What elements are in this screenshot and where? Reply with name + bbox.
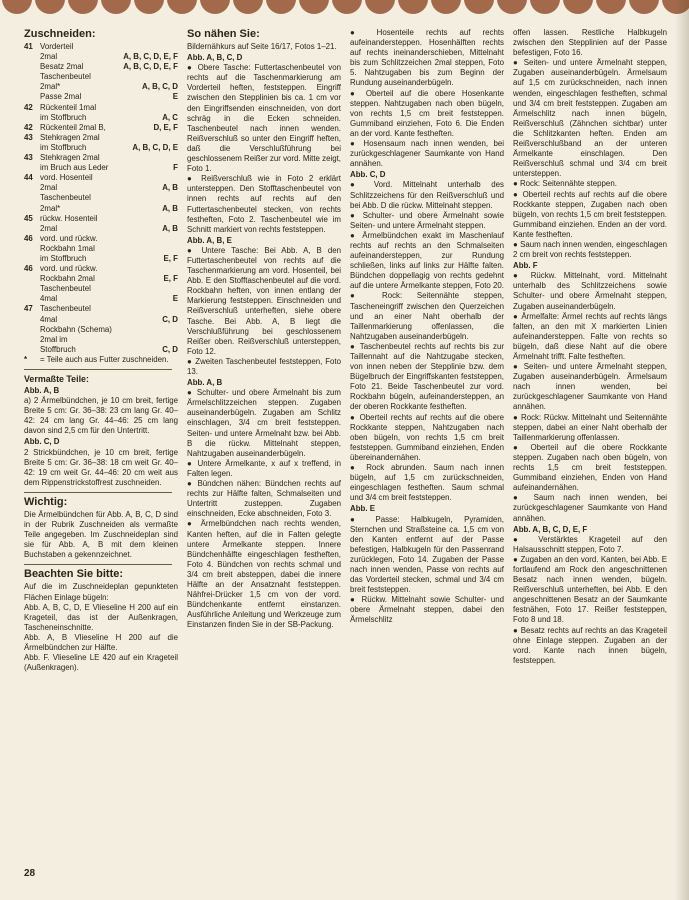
paragraph: ● Seiten- und untere Ärmelnaht steppen, Zugaben auseinanderbügeln. Ärmelsaum nach innen wenden, bei zurückgeschlagener Saumkante von Hand annähen. <box>513 362 667 412</box>
cut-list-item <box>24 72 178 82</box>
cut-list-item <box>24 254 178 264</box>
cut-list-item <box>24 244 178 254</box>
cut-list-item <box>24 335 178 345</box>
cut-item-text: Stehkragen 2mal <box>40 132 100 142</box>
paragraph: ● Rock abrunden. Saum nach innen bügeln, auf 1,5 cm zurückschneiden, eingeschlagen festheften. Saum schmal und 3/4 cm breit feststeppen. <box>350 463 504 503</box>
sewing-heading: So nähen Sie: <box>187 28 260 40</box>
decorative-dot <box>365 0 395 14</box>
cut-item-number: 45 <box>24 213 33 223</box>
paragraph: 2 Strickbündchen, je 10 cm breit, fertige Breite 5 cm: Gr. 36–38: 18 cm weit Gr. 40–42: 19 cm weit Gr. 44–46: 20 cm weit aus dem Rippenstrickstoffrest zuschneiden. <box>24 447 178 487</box>
decorative-dot <box>596 0 626 14</box>
decorative-dot <box>101 0 131 14</box>
decorative-dot <box>629 0 659 14</box>
cut-item-text: 2mal <box>40 52 58 62</box>
figure-heading: Abb. A, B, C, D, E, F <box>513 524 588 534</box>
cut-item-text: Taschenbeutel <box>40 193 91 203</box>
cut-item-codes: A, B, C, D, E, F <box>123 52 178 62</box>
cut-item-codes: C, D <box>162 344 178 354</box>
vermasste-text <box>24 386 178 488</box>
paragraph: ● Ärmelfalte: Ärmel rechts auf rechts längs falten, an den mit X markierten Linien aufeinandersteppen. Falte von rechts so bügeln, daß diese Naht auf die obere Ärmelnaht trifft. Falte festheften. <box>513 311 667 361</box>
paragraph: ● Hosensaum nach innen wenden, bei zurückgeschlagener Saumkante von Hand annähen. <box>350 139 504 169</box>
divider <box>24 564 172 565</box>
decorative-dot <box>68 0 98 14</box>
paragraph: ● Saum nach innen wenden, bei zurückgeschlagener Saumkante von Hand annähen. <box>513 493 667 523</box>
paragraph: ● Rückw. Mittelnaht, vord. Mittelnaht unterhalb des Schlitzzeichens sowie Schulter- und obere Ärmelnaht steppen, Zugaben auseinanderbügeln. <box>513 271 667 311</box>
cut-item-codes: F <box>173 163 178 173</box>
decorative-dot <box>35 0 65 14</box>
paragraph: ● Ärmelbündchen exakt im Maschenlauf rechts auf rechts an den Schmalseiten aufeinandersteppen, zur Rundung schließen, links auf links zur Hälfte falten. Bündchen doppellagig von rechts gedehnt auf die untere Ärmelkante steppen, Foto 20. <box>350 230 504 291</box>
cut-item-text: Taschenbeutel <box>40 304 91 314</box>
figure-heading: Abb. A, B <box>24 386 60 395</box>
cut-item-number: 47 <box>24 304 33 314</box>
figure-heading: Abb. F <box>513 261 538 271</box>
cut-item-codes: A, C <box>162 112 178 122</box>
cut-item-text: rückw. Hosenteil <box>40 213 98 223</box>
paragraph: ● Reißverschluß wie in Foto 2 erklärt untersteppen. Den Stofftaschenbeutel von innen rechts auf rechts auf den Futtertaschenbeutel stecken, von rechts festheften, Foto 2. Taschenbeutel wie im Schnitt markiert von rechts feststeppen. <box>187 174 341 234</box>
cut-item-text: vord. und rückw. <box>40 233 98 243</box>
cut-item-number: 43 <box>24 132 33 142</box>
page-gutter-shadow <box>675 0 689 900</box>
paragraph: ● Bündchen nähen: Bündchen rechts auf rechts zur Hälfte falten, Schmalseiten und Untertritt zusteppen. Zugaben einschneiden, Ecke abschneiden, Foto 3. <box>187 479 341 519</box>
column-sewing-2 <box>350 28 504 868</box>
cut-item-codes: E, F <box>163 274 178 284</box>
cut-item-text: = Teile auch aus Futter zuschneiden. <box>40 354 169 364</box>
cut-item-number: 42 <box>24 122 33 132</box>
cut-list-item <box>24 82 178 92</box>
paragraph: Die Ärmelbündchen für Abb. A, B, C, D sind in der Rubrik Zuschneiden als vermaßte Teile angegeben. Im Zuschneideplan sind sie für Abb. A, B mit dem kleinen Buchstaben a gekennzeichnet. <box>24 509 178 560</box>
cut-item-number: 41 <box>24 42 33 51</box>
cut-item-number: 46 <box>24 233 33 243</box>
cut-list-item <box>24 355 178 365</box>
column-cutting <box>24 28 178 868</box>
cut-item-number: * <box>24 354 28 364</box>
decorative-dot <box>2 0 32 14</box>
cut-item-text: 2mal <box>40 223 58 233</box>
cut-list-item <box>24 345 178 355</box>
paragraph: ● Schulter- und obere Ärmelnaht bis zum Ärmelschlitzzeichen steppen. Zugaben auseinanderbügeln. Zugaben am Schlitz einschlagen, 3/4 cm breit feststeppen. Seiten- und untere Ärmelnaht bzw. bei Abb. B die rückw. Mittelnaht steppen, Nahtzugaben auseinanderbügeln. <box>187 388 341 458</box>
decorative-dot <box>134 0 164 14</box>
paragraph: Abb. A, B, C, D, E Vlieseline H 200 auf ein Krageteil, das ist der Außenkragen, Tascheneinschnitte. <box>24 602 178 632</box>
paragraph: ● Ärmelbündchen nach rechts wenden, Kanten heften, auf die in Falten gelegte untere Ärmelkante steppen. Innere Bündchenhälfte eingeschlagen festheften, Foto 4. Bündchen von rechts schmal und 3/4 cm breit absteppen, dabei die innere Hälfte an der Ansatznaht feststeppen. Nähfrei-Drücker 1,5 cm von der vord. Bündchenkante entfernt einstanzen. Ausführliche Anleitung und Werkzeuge zum Einstanzen finden Sie in der SB-Packung. <box>187 519 341 630</box>
cut-item-codes: A, B <box>162 183 178 193</box>
paragraph: ● Zweiten Taschenbeutel feststeppen, Foto 13. <box>187 356 341 376</box>
magazine-page <box>24 28 672 868</box>
paragraph: ● Oberteil auf die obere Hosenkante steppen. Nahtzugaben nach oben bügeln, von rechts 1,5 cm breit feststeppen. Gummiband einziehen, Foto 6. Die Enden an der vord. Kante festheften. <box>350 88 504 138</box>
cut-list-item <box>24 62 178 72</box>
cut-list <box>24 42 178 365</box>
paragraph: ● Passe: Halbkugeln, Pyramiden, Sternchen und Straßsteine ca. 1,5 cm von den Kanten entfernt auf der Passe befestigen, Halbkugeln für den Passenrand zurücklegen, Foto 14. Zugaben der Passe nach innen wenden, Passe von rechts auf das Vorderteil stecken, schmal und 3/4 cm breit feststeppen. <box>350 514 504 595</box>
paragraph: ● Oberteil rechts auf rechts auf die obere Rockkante steppen, Nahtzugaben nach oben bügeln, von rechts 1,5 cm breit feststeppen. Gummiband einziehen, Enden übereinandernähen. <box>350 412 504 462</box>
cut-list-item <box>24 224 178 234</box>
cut-item-text: im Bruch aus Leder <box>40 163 109 173</box>
cut-item-text: vord. Hosenteil <box>40 173 93 183</box>
cut-list-item <box>24 113 178 123</box>
decorative-dot <box>431 0 461 14</box>
cut-item-codes: E <box>172 92 178 102</box>
cut-item-codes: A, B, C, D, E <box>132 142 178 152</box>
paragraph: ● Seiten- und untere Ärmelnaht steppen, Zugaben auseinanderbügeln. Ärmelsaum auf 1,5 cm zurückschneiden, nach innen wenden, eingeschlagen festheften, schmal und 3/4 cm breit feststeppen. Zugaben am Ärmelschlitz nach innen bügeln, Reißverschluß (Zähnchen sichtbar) unter die Schlitzkanten heften. Enden am Reißverschlußband an der unteren Ärmelkante einschlagen. Den Reißverschluß schmal und 3/4 cm breit untersteppen. <box>513 58 667 179</box>
column-sewing-3 <box>513 28 667 868</box>
cut-item-codes: A, B <box>162 223 178 233</box>
cut-item-codes: E <box>172 294 178 304</box>
decorative-dot <box>299 0 329 14</box>
cut-list-item <box>24 315 178 325</box>
cut-list-item <box>24 204 178 214</box>
sewing-text-2 <box>350 28 504 626</box>
cut-list-item <box>24 304 178 314</box>
cut-list-item <box>24 325 178 335</box>
decorative-dot <box>530 0 560 14</box>
wichtig-text <box>24 510 178 560</box>
cut-list-item <box>24 42 178 52</box>
cut-item-text: Rückenteil 1mal <box>40 102 97 112</box>
page-number: 28 <box>24 868 36 879</box>
cut-list-item <box>24 193 178 203</box>
cut-item-text: Taschenbeutel <box>40 284 91 294</box>
cut-item-text: Rockbahn 1mal <box>40 243 95 253</box>
paragraph: ● Besatz rechts auf rechts an das Krageteil ohne Einlage steppen. Zugaben an der vord. Kante nach innen bügeln, feststeppen. <box>513 625 667 665</box>
decorative-dot <box>497 0 527 14</box>
cut-list-item <box>24 153 178 163</box>
cut-item-codes: A, B <box>162 203 178 213</box>
wichtig-heading: Wichtig: <box>24 495 68 508</box>
cut-heading: Zuschneiden: <box>24 28 96 40</box>
vermasste-heading: Vermaßte Teile: <box>24 374 89 384</box>
paragraph: a) 2 Ärmelbündchen, je 10 cm breit, fertige Breite 5 cm: Gr. 36–38: 23 cm lang Gr. 40–42: 24 cm lang Gr. 44–46: 25 cm lang davon sind 2,5 cm für den Untertritt. <box>24 396 178 436</box>
paragraph: offen lassen. Restliche Halbkugeln zwischen den Stepplinien auf der Passe befestigen, Foto 16. <box>513 28 667 58</box>
cut-item-number: 44 <box>24 173 33 183</box>
decorative-dot <box>266 0 296 14</box>
divider <box>24 492 172 493</box>
cut-item-text: vord. und rückw. <box>40 264 98 274</box>
beachten-text <box>24 582 178 673</box>
figure-heading: Abb. A, B, C, D <box>187 53 243 63</box>
cut-item-text: Rockbahn 2mal <box>40 274 95 284</box>
cut-item-text: Rückenteil 2mal B, <box>40 122 106 132</box>
cut-list-item <box>24 264 178 274</box>
decorative-dot <box>200 0 230 14</box>
paragraph: ● Verstärktes Krageteil auf den Halsausschnitt steppen, Foto 7. <box>513 534 667 554</box>
paragraph: ● Oberteil auf die obere Rockkante steppen. Zugaben nach oben bügeln, von rechts 1,5 cm breit feststeppen. Gummiband einziehen, Enden von Hand aufeinandernähen. <box>513 442 667 493</box>
decorative-dot-border <box>0 0 689 18</box>
cut-list-item <box>24 173 178 183</box>
divider <box>24 369 172 370</box>
sewing-text-1 <box>187 42 341 630</box>
paragraph: Bildernähkurs auf Seite 16/17, Fotos 1–21. <box>187 42 337 51</box>
figure-heading: Abb. C, D <box>24 437 60 447</box>
decorative-dot <box>332 0 362 14</box>
decorative-dot <box>233 0 263 14</box>
cut-list-item <box>24 123 178 133</box>
cut-item-codes: E, F <box>163 253 178 263</box>
cut-item-text: Stoffbruch <box>40 344 76 354</box>
cut-list-item <box>24 183 178 193</box>
paragraph: Auf die im Zuschneideplan gepunkteten Flächen Einlage bügeln: <box>24 582 178 602</box>
cut-item-text: 4mal <box>40 314 58 324</box>
cut-list-item <box>24 143 178 153</box>
cut-list-item <box>24 294 178 304</box>
cut-item-text: 2mal* <box>40 203 61 213</box>
cut-item-text: 2mal <box>40 183 58 193</box>
cut-item-codes: D, E, F <box>153 122 178 132</box>
cut-list-item <box>24 284 178 294</box>
cut-item-codes: A, B, C, D <box>142 82 178 92</box>
cut-list-item <box>24 52 178 62</box>
cut-list-item <box>24 103 178 113</box>
cut-item-text: Besatz 2mal <box>40 62 84 72</box>
figure-heading: Abb. C, D <box>350 170 386 180</box>
cut-item-text: Passe 2mal <box>40 92 82 102</box>
decorative-dot <box>167 0 197 14</box>
cut-list-item <box>24 214 178 224</box>
figure-heading: Abb. A, B, E <box>187 235 232 245</box>
decorative-dot <box>563 0 593 14</box>
paragraph: ● Untere Ärmelkante, x auf x treffend, in Falten legen. <box>187 458 341 478</box>
figure-heading: Abb. A, B <box>187 378 223 388</box>
cut-item-text: 4mal <box>40 294 58 304</box>
paragraph: ● Vord. Mittelnaht unterhalb des Schlitzzeichens für den Reißverschluß und bei Abb. D die rückw. Mittelnaht steppen. <box>350 180 504 210</box>
cut-item-codes: C, D <box>162 314 178 324</box>
paragraph: ● Rock: Seitennähte steppen, Tascheneingriff zwischen den Querzeichen und an einer Naht oberhalb der Taillenmarkierung offenlassen, die Nahtzugaben auseinanderbügeln. <box>350 291 504 341</box>
cut-item-text: im Stoffbruch <box>40 142 87 152</box>
beachten-heading: Beachten Sie bitte: <box>24 568 124 581</box>
cut-item-codes: A, B, C, D, E, F <box>123 62 178 72</box>
figure-heading: Abb. E <box>350 504 375 514</box>
cut-item-number: 46 <box>24 264 33 274</box>
paragraph: Abb. F. Vlieseline LE 420 auf ein Krageteil (Außenkragen). <box>24 653 178 673</box>
cut-item-text: 2mal im <box>40 334 68 344</box>
cut-list-item <box>24 274 178 284</box>
cut-item-text: im Stoffbruch <box>40 112 87 122</box>
decorative-dot <box>398 0 428 14</box>
cut-item-number: 43 <box>24 153 33 163</box>
paragraph: ● Rock: Rückw. Mittelnaht und Seitennähte steppen, dabei an einer Naht oberhalb der Taillenmarkierung offenlassen. <box>513 412 667 442</box>
cut-item-text: 2mal* <box>40 82 61 92</box>
paragraph: ● Obere Tasche: Futtertaschenbeutel von rechts auf die Taschenmarkierung am Vorderteil heften, feststeppen. Eingriff zwischen den Stepplinien bis ca. 1 cm vor den Eingriffsenden einschneiden, von dort schräg in die Ecken schneiden. Taschenbeutel nach innen wenden. Reißverschluß so unter den Eingriff heften, daß die Verschlußführung bei geschlossenem Reißer zur vord. Mitte zeigt, Foto 1. <box>187 63 341 174</box>
paragraph: ● Rückw. Mittelnaht sowie Schulter- und obere Ärmelnaht steppen, dabei den Ärmelschlitz <box>350 595 504 625</box>
paragraph: ● Schulter- und obere Ärmelnaht sowie Seiten- und untere Ärmelnaht steppen. <box>350 210 504 230</box>
cut-item-text: im Stoffbruch <box>40 253 87 263</box>
cut-list-item <box>24 92 178 102</box>
paragraph: ● Hosenteile rechts auf rechts aufeinandersteppen. Hosenhälften rechts auf rechts ineinanderschieben, Mittelnaht bis zum Schlitzzeichen 2mal steppen, Foto 5. Nahtzugaben bis zum Beginn der Rundung auseinanderbügeln. <box>350 28 504 88</box>
cut-item-text: Stehkragen 2mal <box>40 153 100 163</box>
paragraph: ● Taschenbeutel rechts auf rechts bis zur Taillennaht auf die Nahtzugabe stecken, von innen neben der Stepplinie bzw. dem Bügelbruch der Eingriffskanten feststeppen, Foto 21. Beide Taschenbeutel zur vord. Rockbahn bügeln, aufeinandersteppen, an der oberen Rockkante festheften. <box>350 341 504 412</box>
paragraph: ● Zugaben an den vord. Kanten, bei Abb. E fortlaufend am Rock den angeschnittenen Besatz nach innen wenden, bügeln. Reißverschluß unterheften, bei Abb. E den angeschnittenen Besatz an der Saumkante festnähen, Foto 17. Reißer feststeppen, Foto 8 und 18. <box>513 554 667 625</box>
sewing-text-3 <box>513 28 667 666</box>
cut-list-item <box>24 133 178 143</box>
cut-list-item <box>24 163 178 173</box>
cut-item-text: Taschenbeutel <box>40 72 91 82</box>
column-sewing-1 <box>187 28 341 868</box>
cut-list-item <box>24 234 178 244</box>
paragraph: Abb. A, B Vlieseline H 200 auf die Ärmelbündchen zur Hälfte. <box>24 632 178 652</box>
cut-item-text: Rockbahn (Schema) <box>40 324 112 334</box>
cut-item-number: 42 <box>24 102 33 112</box>
paragraph: ● Rock: Seitennähte steppen. <box>513 179 617 189</box>
paragraph: ● Untere Tasche: Bei Abb. A, B den Futtertaschenbeutel von rechts auf die Taschenmarkierung am vord. Hosenteil, bei Abb. E den Stofftaschenbeutel auf die vord. Rockbahn heften, von innen entlang der Markierung feststeppen. Einschneiden und Reißverschluß unterheften, siehe obere Tasche. Bei Abb. A, B liegt die Verschlußführung bei geschlossenem Reißer oben. Reißverschluß untersteppen, Foto 12. <box>187 245 341 356</box>
cut-item-text: Vorderteil <box>40 42 74 51</box>
paragraph: ● Oberteil rechts auf rechts auf die obere Rockkante steppen, Zugaben nach oben bügeln, von rechts 1,5 cm breit feststeppen. Gummiband einziehen. Enden an der vord. Kante festheften. <box>513 189 667 239</box>
decorative-dot <box>464 0 494 14</box>
paragraph: ● Saum nach innen wenden, eingeschlagen 2 cm breit von rechts feststeppen. <box>513 239 667 260</box>
